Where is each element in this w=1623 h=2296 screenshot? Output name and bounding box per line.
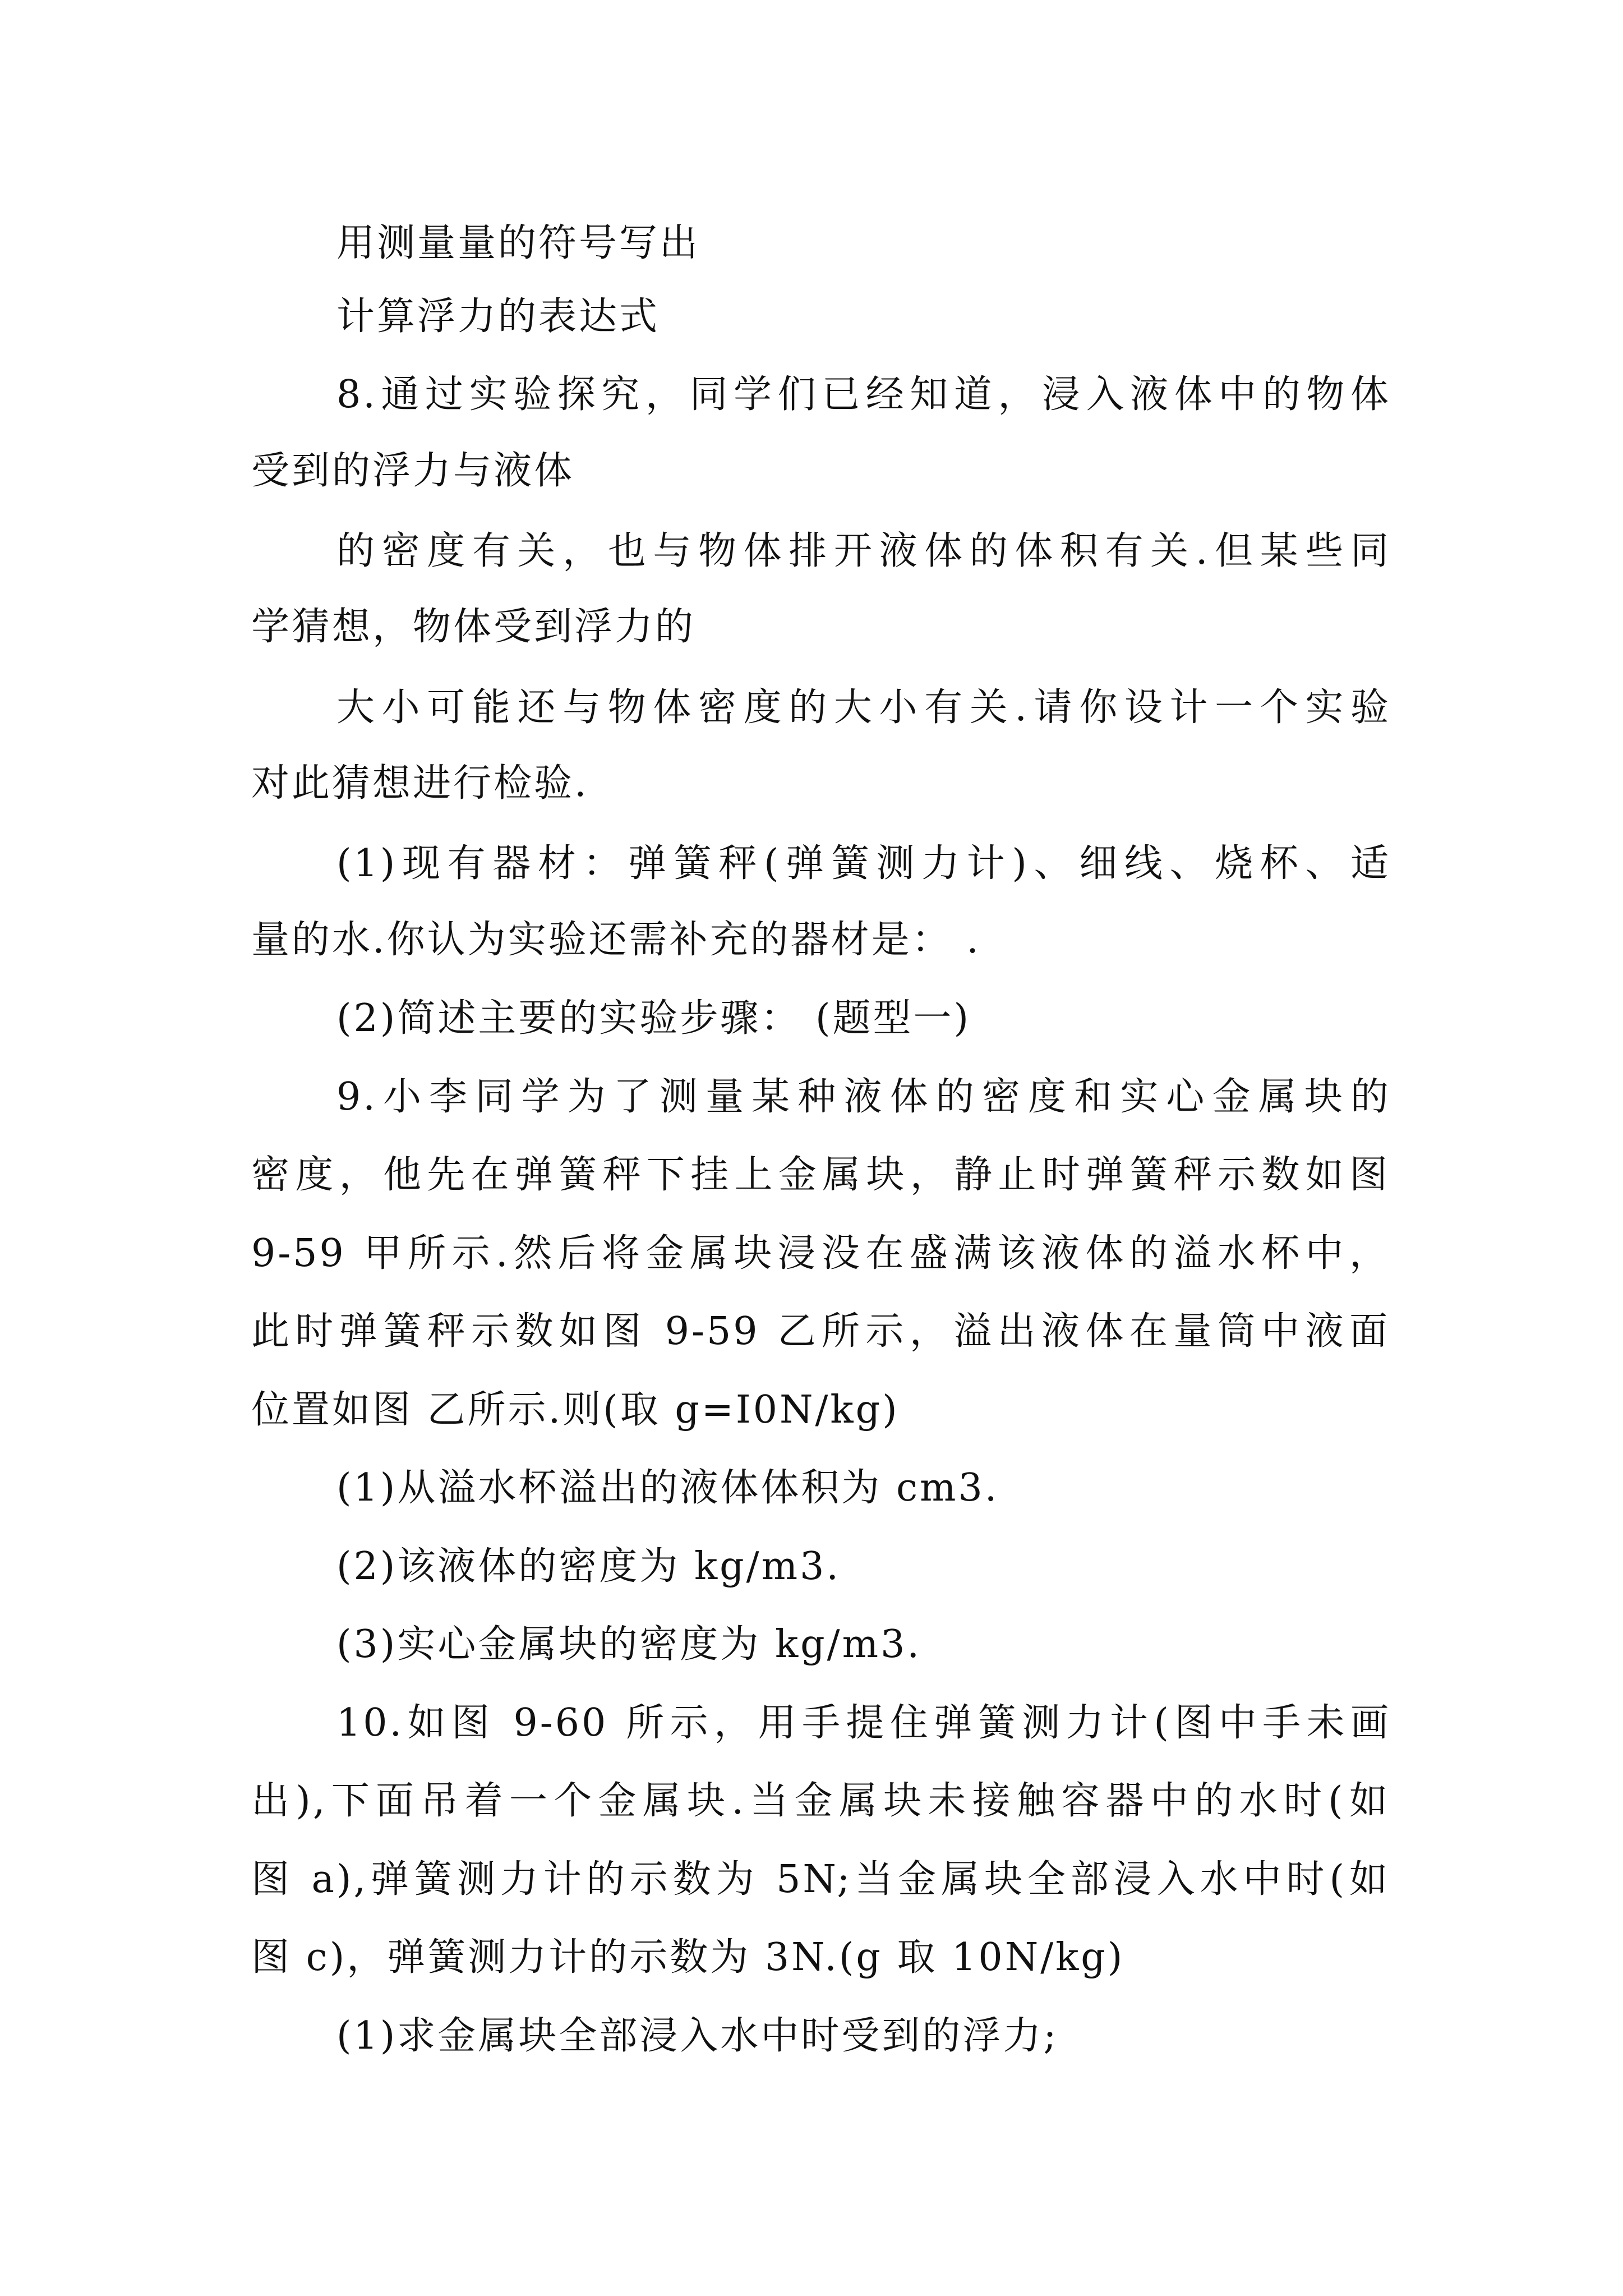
text-line: 受到的浮力与液体 [251, 449, 575, 493]
text-line: 的密度有关，也与物体排开液体的体积有关.但某些同 [336, 529, 1391, 573]
text-line: (1)从溢水杯溢出的液体体积为 cm3. [336, 1466, 999, 1510]
text-line: (3)实心金属块的密度为 kg/m3. [336, 1622, 921, 1667]
text-line: 9.小李同学为了测量某种液体的密度和实心金属块的 [336, 1075, 1391, 1119]
text-line: 图 a),弹簧测力计的示数为 5N;当金属块全部浸入水中时(如 [251, 1857, 1390, 1902]
text-line: 密度，他先在弹簧秤下挂上金属块，静止时弹簧秤示数如图 [251, 1153, 1390, 1197]
text-line: 10.如图 9-60 所示，用手提住弹簧测力计(图中手未画 [336, 1701, 1391, 1745]
text-line: 量的水.你认为实验还需补充的器材是： . [251, 918, 981, 962]
text-line: 此时弹簧秤示数如图 9-59 乙所示，溢出液体在量筒中液面 [251, 1309, 1390, 1354]
text-line: 出),下面吊着一个金属块.当金属块未接触容器中的水时(如 [251, 1779, 1390, 1823]
text-line: 大小可能还与物体密度的大小有关.请你设计一个实验 [336, 685, 1391, 730]
text-line: 计算浮力的表达式 [336, 295, 660, 339]
text-line: (2)该液体的密度为 kg/m3. [336, 1544, 841, 1589]
text-line: 对此猜想进行检验. [251, 761, 589, 806]
text-line: 学猜想，物体受到浮力的 [251, 605, 696, 649]
text-line: 用测量量的符号写出 [336, 221, 700, 265]
text-line: 8.通过实验探究，同学们已经知道，浸入液体中的物体 [336, 372, 1391, 417]
text-line: 图 c)，弹簧测力计的示数为 3N.(g 取 10N/kg) [251, 1935, 1125, 1980]
text-line: (1)现有器材：弹簧秤(弹簧测力计)、细线、烧杯、适 [336, 841, 1391, 886]
text-line: 9-59 甲所示.然后将金属块浸没在盛满该液体的溢水杯中， [251, 1231, 1390, 1276]
text-line: 位置如图 乙所示.则(取 g=I0N/kg) [251, 1388, 900, 1432]
text-line: (2)简述主要的实验步骤： (题型一) [336, 996, 971, 1041]
text-line: (1)求金属块全部浸入水中时受到的浮力; [336, 2014, 1059, 2058]
